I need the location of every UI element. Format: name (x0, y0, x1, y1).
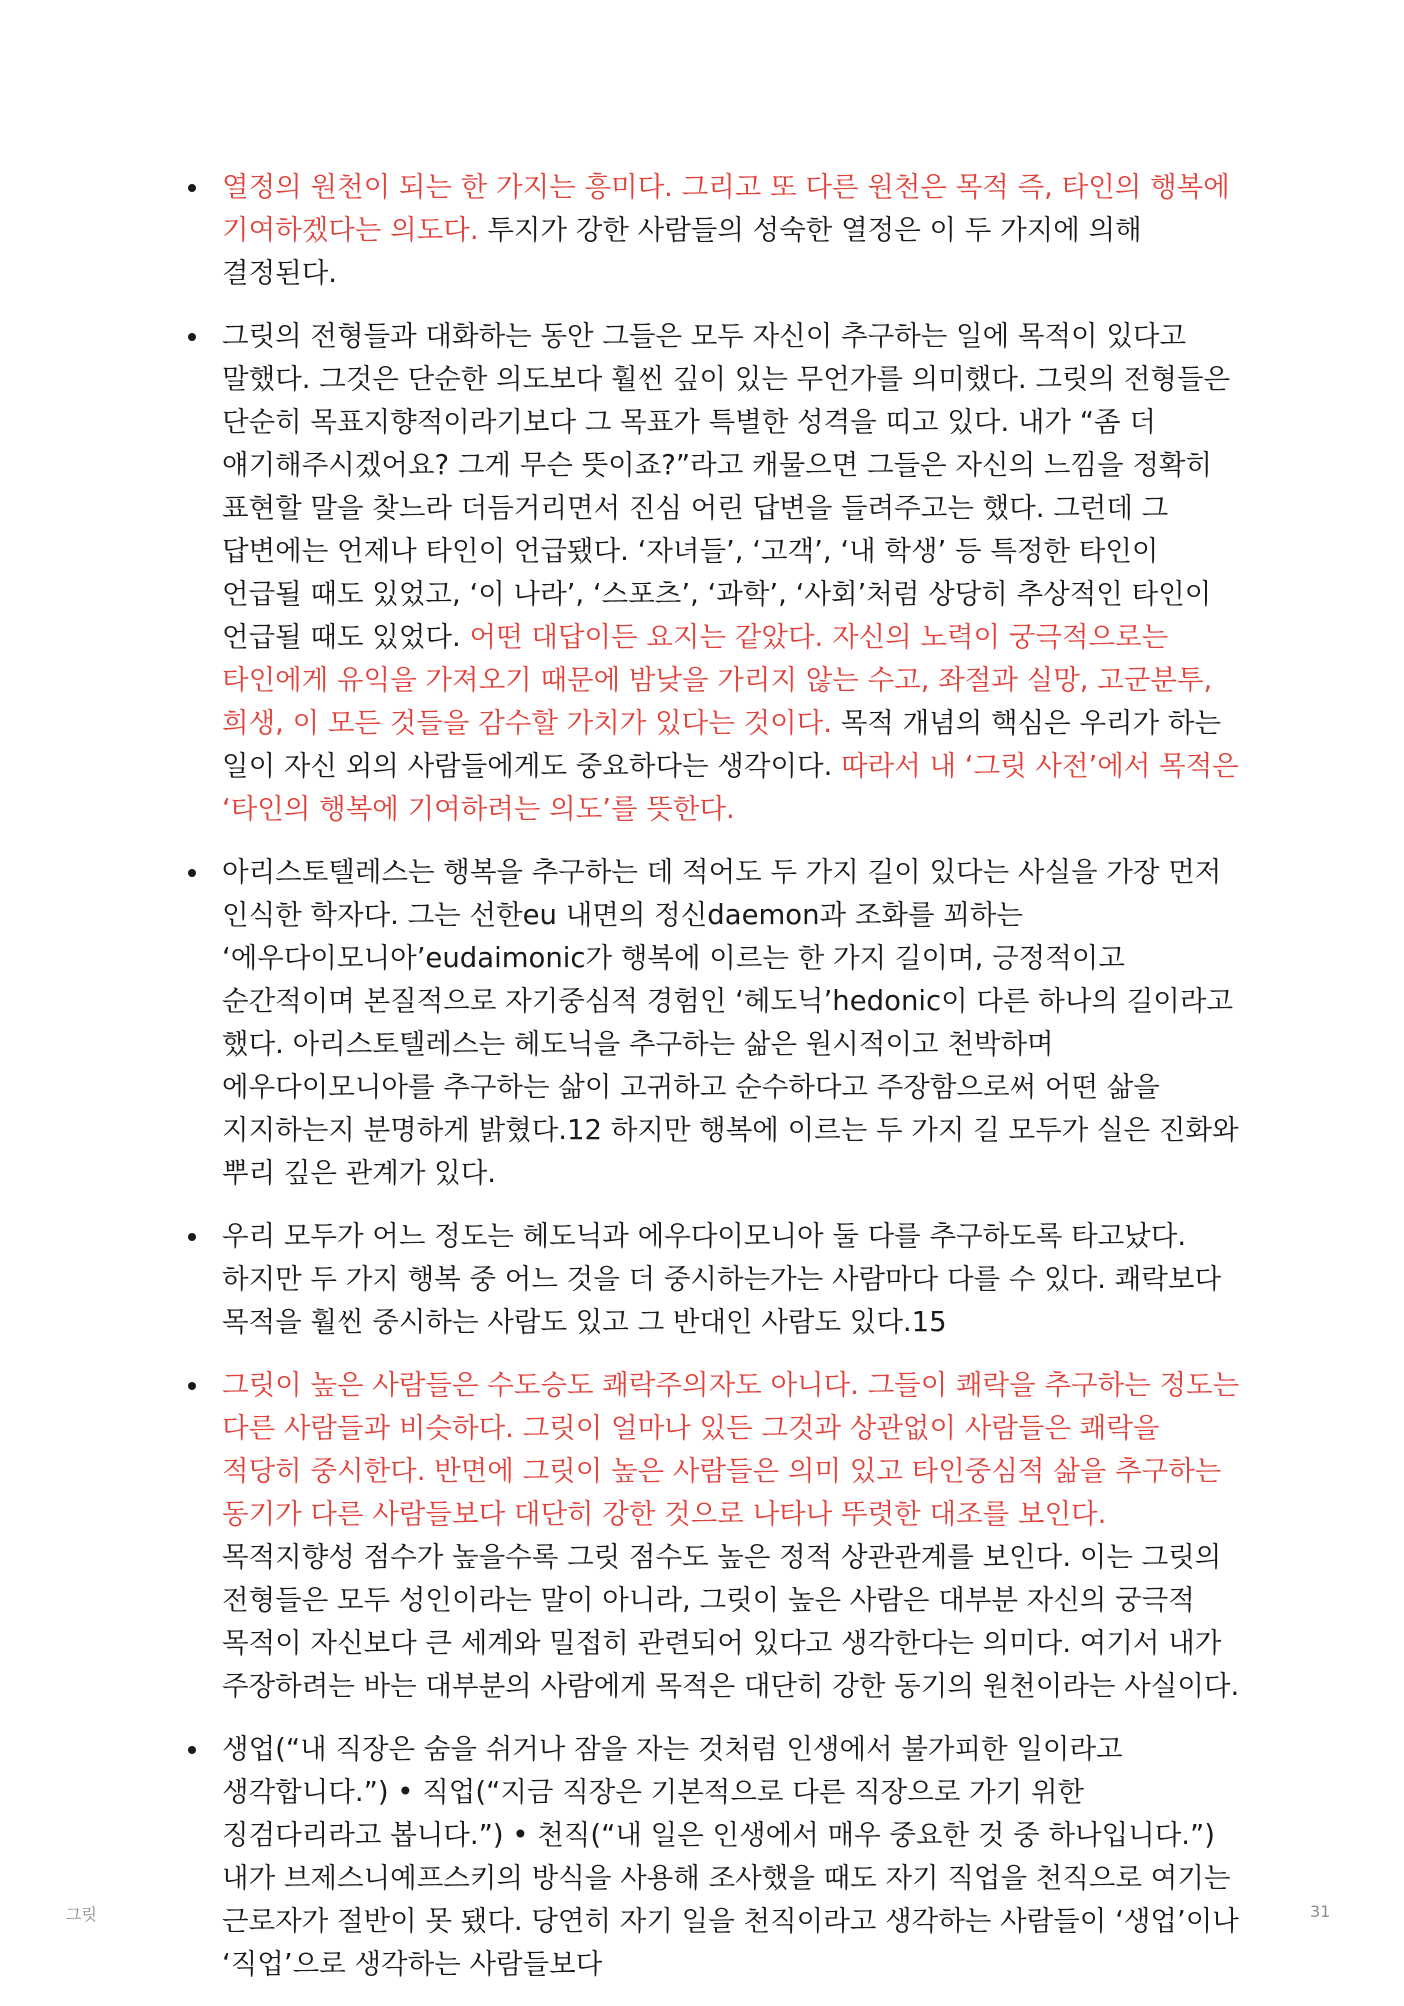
bullet-paragraph (186, 1728, 1246, 1986)
body-text: 우리 모두가 어느 정도는 헤도닉과 에우다이모니아 둘 다를 추구하도록 타고났다. 하지만 두 가지 행복 중 어느 것을 더 중시하는가는 사람마다 다를 수 있다. 쾌락보다 목적을 훨씬 중시하는 사람도 있고 그 반대인 사람도 있다.15 (222, 1220, 1222, 1338)
highlighted-text: 어떤 대답이든 요지는 같았다. 자신의 노력이 궁극적으로는 타인에게 유익을 가져오기 때문에 밤낮을 가리지 않는 수고, 좌절과 실망, 고군분투, 희생, 이 모든 것들을 감수할 가치가 있다는 것이다. (222, 621, 1213, 739)
bullet-dot-icon (188, 333, 196, 341)
bullet-dot-icon (188, 184, 196, 192)
page-content (186, 166, 1246, 2006)
body-text: 목적지향성 점수가 높을수록 그릿 점수도 높은 정적 상관관계를 보인다. 이는 그릿의 전형들은 모두 성인이라는 말이 아니라, 그릿이 높은 사람은 대부분 자신의 궁극적 목적이 자신보다 큰 세계와 밀접히 관련되어 있다고 생각한다는 의미다. 여기서 내가 주장하려는 바는 대부분의 사람에게 목적은 대단히 강한 동기의 원천이라는 사실이다. (222, 1541, 1240, 1702)
bullet-dot-icon (188, 1382, 196, 1390)
body-text: 목적 개념의 핵심은 우리가 하는 일이 자신 외의 사람들에게도 중요하다는 생각이다. (222, 707, 1222, 782)
bullet-paragraph (186, 166, 1246, 295)
body-text: 투지가 강한 사람들의 성숙한 열정은 이 두 가지에 의해 결정된다. (222, 214, 1142, 289)
bullet-paragraph (186, 851, 1246, 1195)
highlighted-text: 열정의 원천이 되는 한 가지는 흥미다. 그리고 또 다른 원천은 목적 즉, 타인의 행복에 기여하겠다는 의도다. (222, 171, 1230, 246)
bullet-dot-icon (188, 869, 196, 877)
highlighted-text: 따라서 내 ‘그릿 사전’에서 목적은 ‘타인의 행복에 기여하려는 의도’를 뜻한다. (222, 750, 1239, 825)
highlighted-text: 그릿이 높은 사람들은 수도승도 쾌락주의자도 아니다. 그들이 쾌락을 추구하는 정도는 다른 사람들과 비슷하다. 그릿이 얼마나 있든 그것과 상관없이 사람들은 쾌락을 적당히 중시한다. 반면에 그릿이 높은 사람들은 의미 있고 타인중심적 삶을 추구하는 동기가 다른 사람들보다 대단히 강한 것으로 나타나 뚜렷한 대조를 보인다. (222, 1369, 1240, 1530)
body-text: 아리스토텔레스는 행복을 추구하는 데 적어도 두 가지 길이 있다는 사실을 가장 먼저 인식한 학자다. 그는 선한eu 내면의 정신daemon과 조화를 꾀하는 ‘에우다이모니아’eudaimonic가 행복에 이르는 한 가지 길이며, 긍정적이고 순간적이며 본질적으로 자기중심적 경험인 ‘헤도닉’hedonic이 다른 하나의 길이라고 했다. 아리스토텔레스는 헤도닉을 추구하는 삶은 원시적이고 천박하며 에우다이모니아를 추구하는 삶이 고귀하고 순수하다고 주장함으로써 어떤 삶을 지지하는지 분명하게 밝혔다.12 하지만 행복에 이르는 두 가지 길 모두가 실은 진화와 뿌리 깊은 관계가 있다. (222, 856, 1239, 1189)
bullet-dot-icon (188, 1233, 196, 1241)
bullet-dot-icon (188, 1746, 196, 1754)
bullet-list (186, 166, 1246, 1986)
bullet-paragraph (186, 315, 1246, 831)
bullet-paragraph (186, 1364, 1246, 1708)
bullet-paragraph (186, 1215, 1246, 1344)
footer-page-number: 31 (1310, 1902, 1331, 1921)
body-text: 생업(“내 직장은 숨을 쉬거나 잠을 자는 것처럼 인생에서 불가피한 일이라고 생각합니다.”) • 직업(“지금 직장은 기본적으로 다른 직장으로 가기 위한 징검다리라고 봅니다.”) • 천직(“내 일은 인생에서 매우 중요한 것 중 하나입니다.”) 내가 브제스니예프스키의 방식을 사용해 조사했을 때도 자기 직업을 천직으로 여기는 근로자가 절반이 못 됐다. 당연히 자기 일을 천직이라고 생각하는 사람들이 ‘생업’이나 ‘직업’으로 생각하는 사람들보다 (222, 1733, 1239, 1980)
footer-book-title: 그릿 (66, 1905, 97, 1924)
body-text: 그릿의 전형들과 대화하는 동안 그들은 모두 자신이 추구하는 일에 목적이 있다고 말했다. 그것은 단순한 의도보다 훨씬 깊이 있는 무언가를 의미했다. 그릿의 전형들은 단순히 목표지향적이라기보다 그 목표가 특별한 성격을 띠고 있다. 내가 “좀 더 얘기해주시겠어요? 그게 무슨 뜻이죠?”라고 캐물으면 그들은 자신의 느낌을 정확히 표현할 말을 찾느라 더듬거리면서 진심 어린 답변을 들려주고는 했다. 그런데 그 답변에는 언제나 타인이 언급됐다. ‘자녀들’, ‘고객’, ‘내 학생’ 등 특정한 타인이 언급될 때도 있었고, ‘이 나라’, ‘스포츠’, ‘과학’, ‘사회’처럼 상당히 추상적인 타인이 언급될 때도 있었다. (222, 320, 1231, 653)
